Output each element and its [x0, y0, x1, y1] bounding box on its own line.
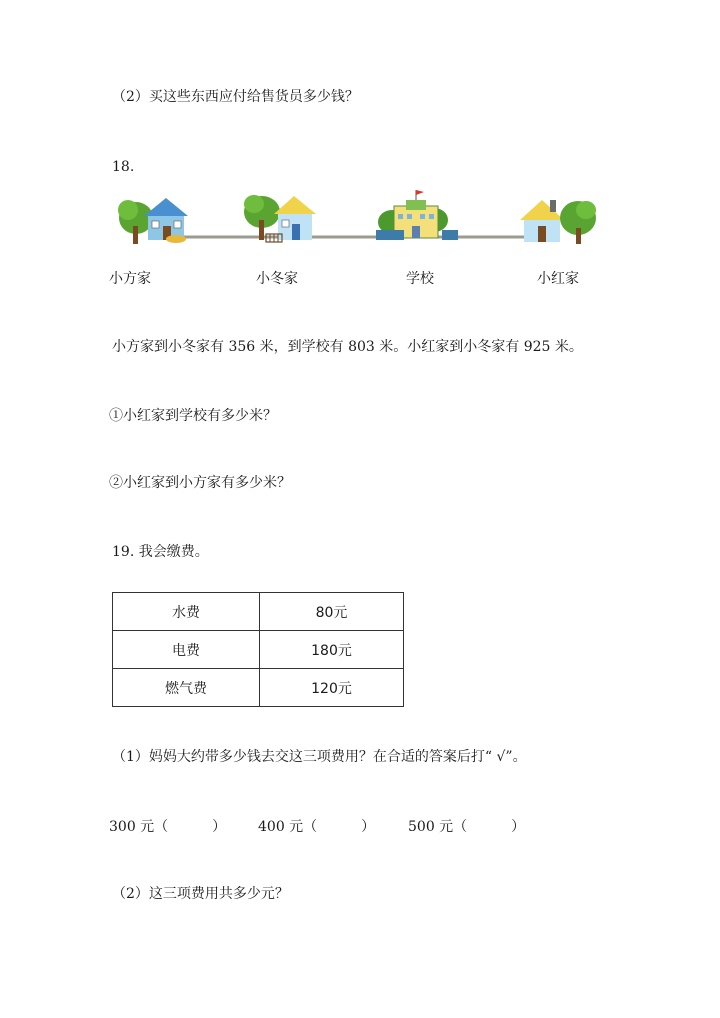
- fee-item: 燃气费: [113, 669, 260, 707]
- label-xiaohong-home: 小红家: [537, 271, 579, 287]
- q19-title: 19. 我会缴费。: [112, 544, 209, 560]
- q18-sub-question-1: ①小红家到学校有多少米？: [109, 408, 277, 424]
- label-xiaofang-home: 小方家: [109, 271, 151, 287]
- house-xiaohong-icon: [520, 200, 596, 244]
- answer-option-500[interactable]: [408, 816, 525, 836]
- table-row: [113, 669, 404, 707]
- table-row: [113, 593, 404, 631]
- option-amount: 300 元（: [109, 819, 169, 835]
- answer-option-400[interactable]: [258, 816, 375, 836]
- option-amount: 500 元（: [408, 819, 468, 835]
- house-xiaodong-icon: [244, 195, 316, 242]
- option-close-paren: ）: [212, 819, 227, 835]
- option-close-paren: ）: [511, 819, 526, 835]
- label-school: 学校: [406, 271, 434, 287]
- fee-table: [112, 592, 404, 707]
- q19-part2-question: （2）这三项费用共多少元？: [112, 886, 289, 902]
- option-amount: 400 元（: [258, 819, 318, 835]
- fee-item: 电费: [113, 631, 260, 669]
- fee-amount: 120元: [260, 669, 404, 707]
- fee-item: 水费: [113, 593, 260, 631]
- fee-amount: 180元: [260, 631, 404, 669]
- q19-part1-question: （1）妈妈大约带多少钱去交这三项费用？在合适的答案后打“ √”。: [112, 749, 527, 765]
- fee-amount: 80元: [260, 593, 404, 631]
- school-building-icon: [376, 190, 458, 240]
- house-xiaofang-icon: [118, 198, 188, 244]
- route-illustration: [104, 188, 604, 250]
- option-close-paren: ）: [361, 819, 376, 835]
- label-xiaodong-home: 小冬家: [256, 271, 298, 287]
- q18-statement: 小方家到小冬家有 356 米，到学校有 803 米。小红家到小冬家有 925 米。: [112, 339, 583, 355]
- table-row: [113, 631, 404, 669]
- q17-part2-question: （2）买这些东西应付给售货员多少钱？: [112, 89, 359, 105]
- q18-sub-question-2: ②小红家到小方家有多少米？: [109, 475, 291, 491]
- q18-number: 18.: [112, 159, 135, 175]
- answer-option-300[interactable]: [109, 816, 226, 836]
